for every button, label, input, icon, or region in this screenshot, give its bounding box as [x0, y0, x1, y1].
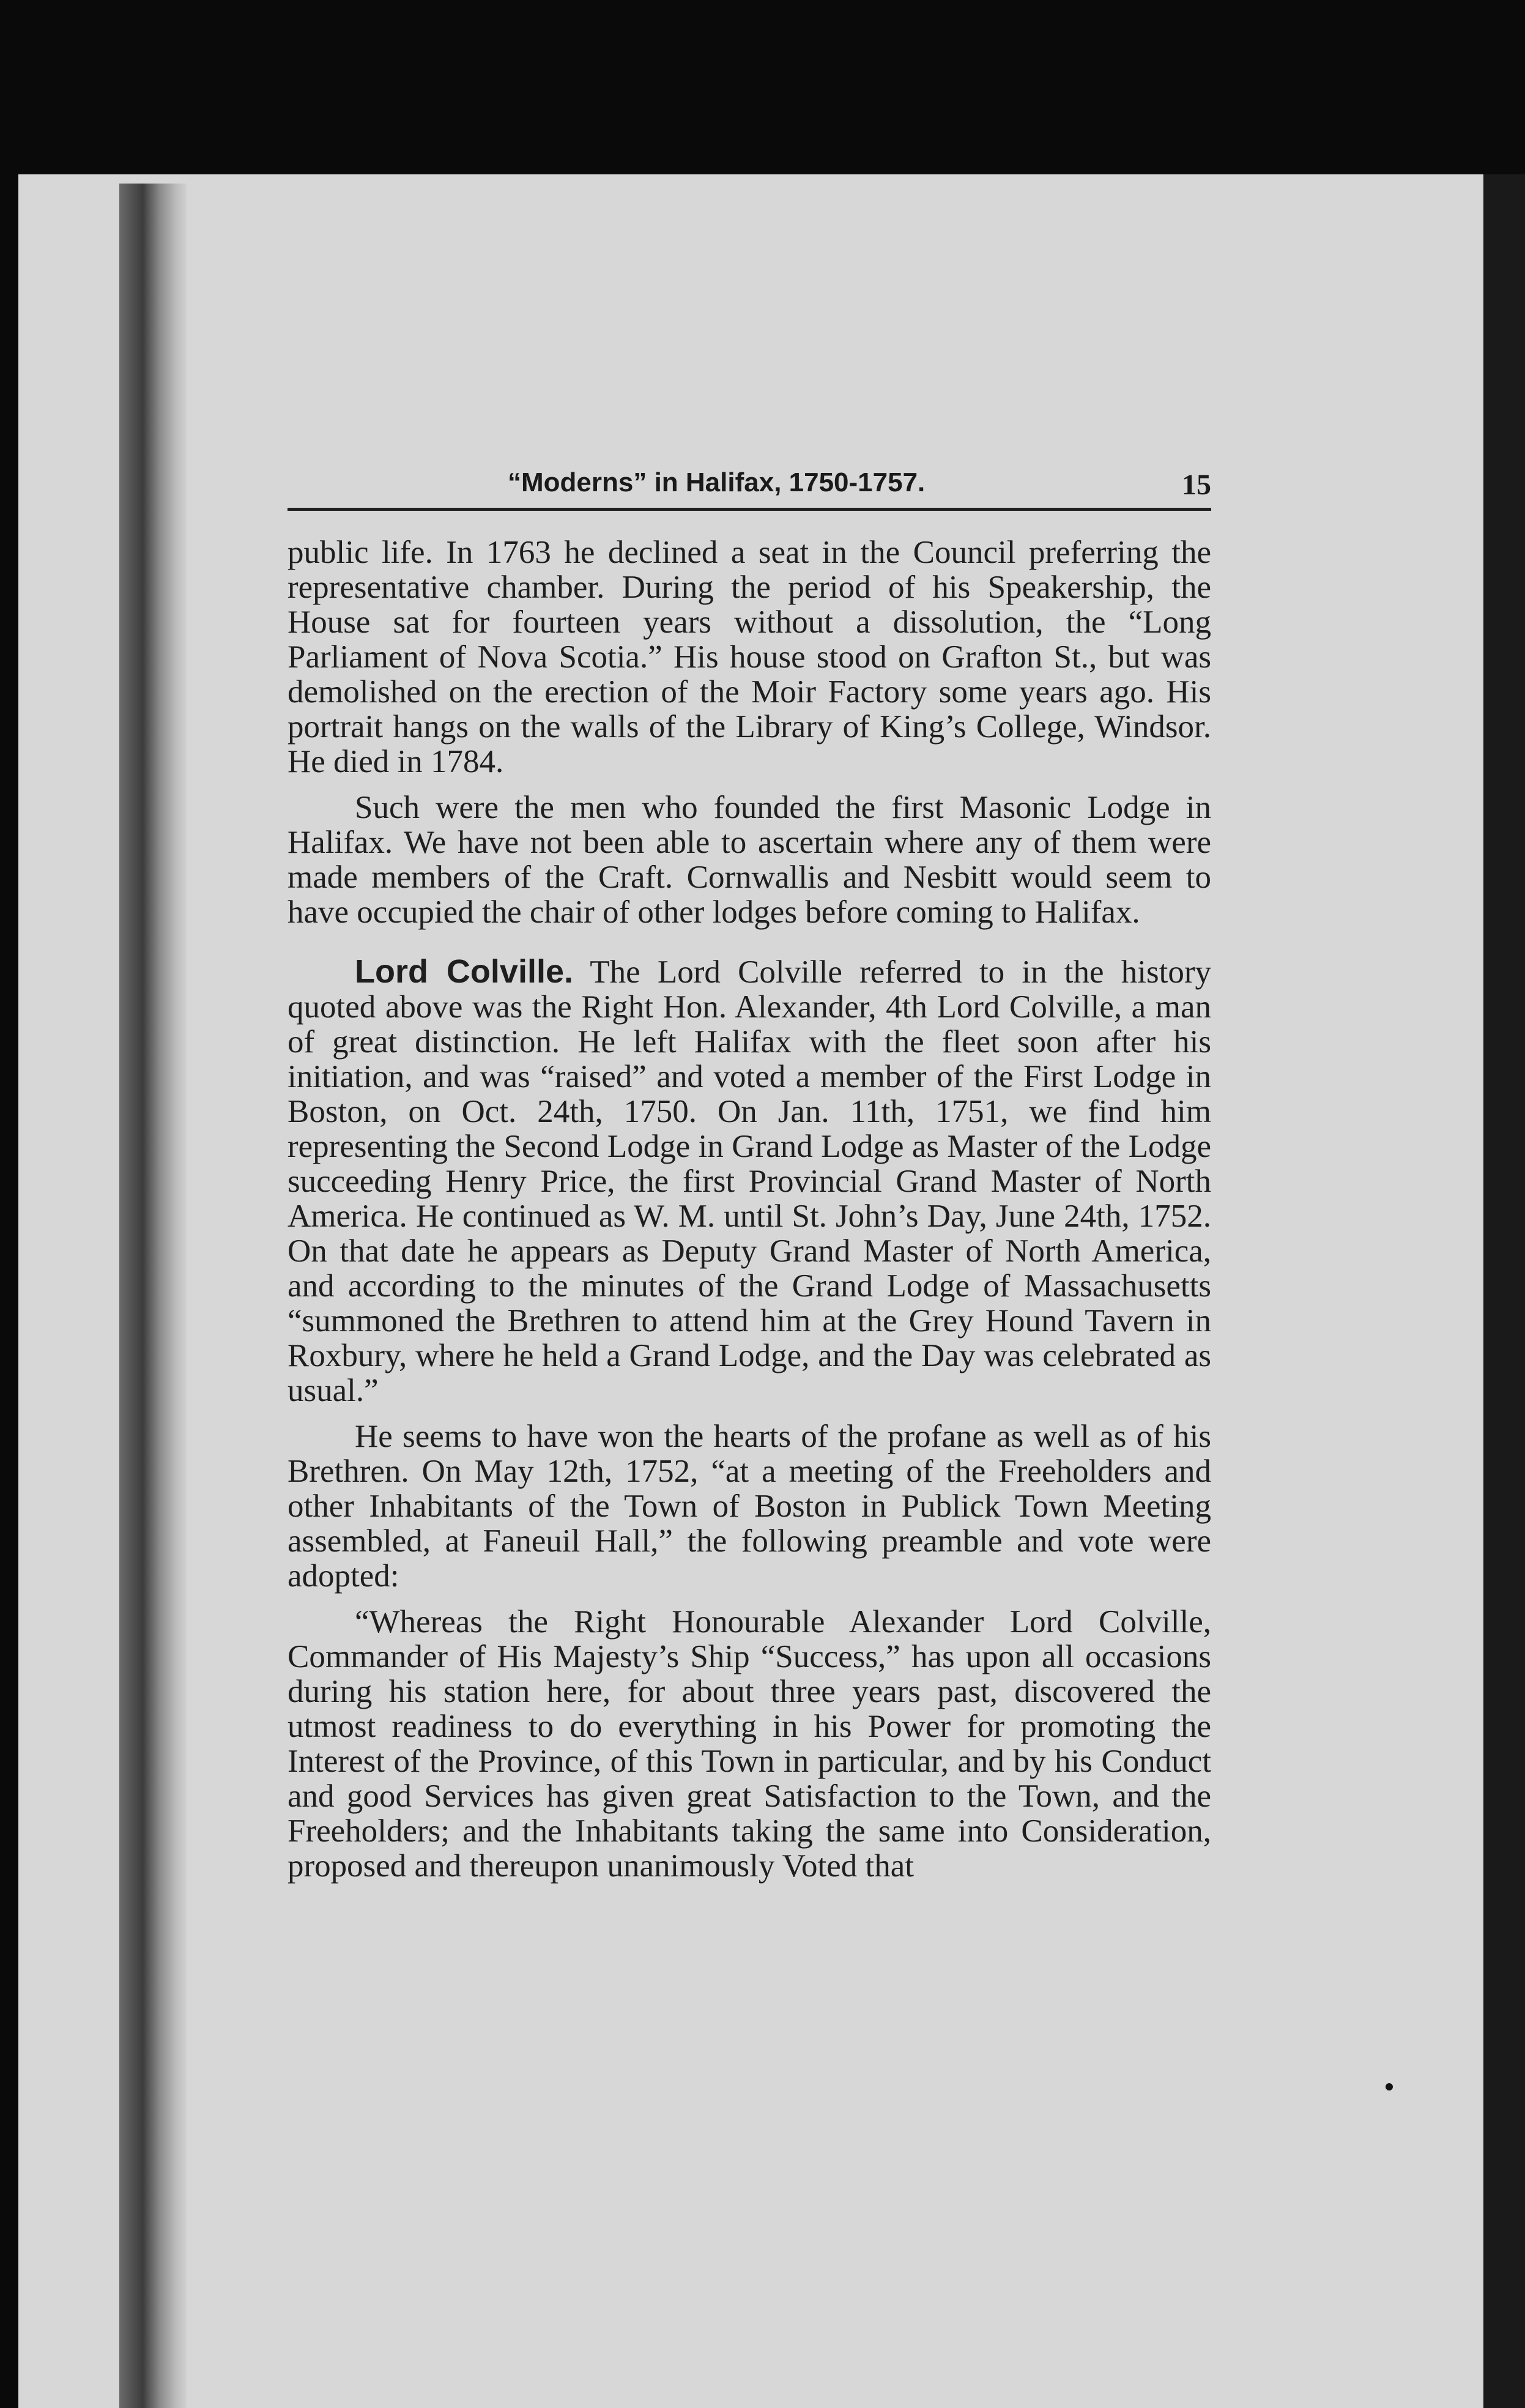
scan-speck [1386, 2083, 1393, 2090]
paragraph-whereas: “Whereas the Right Honourable Alexander Lord Colville, Commander of His Majesty’s Ship “Success,” has upon all occasions during his station here, for about three years past, discovered the utmost readiness to do everything in his Power for promoting the Interest of the Province, of this Town in particular, and by his Conduct and good Services has given great Satisfaction to the Town, and the Freeholders; and the Inhabitants taking the same into Consideration, proposed and thereupon unanimously Voted that [288, 1604, 1211, 1884]
page-number: 15 [1182, 469, 1211, 501]
paragraph-founders: Such were the men who founded the first Masonic Lodge in Halifax. We have not been able to ascertain where any of them were made members of the Craft. Cornwallis and Nesbitt would seem to have occupied the chair of other lodges before coming to Halifax. [288, 790, 1211, 930]
page-text-block [288, 447, 1211, 1895]
paragraph-profane: He seems to have won the hearts of the profane as well as of his Brethren. On May 12th, 1752, “at a meeting of the Freeholders and other Inhabitants of the Town of Boston in Publick Town Meeting assembled, at Faneuil Hall,” the following preamble and vote were adopted: [288, 1419, 1211, 1594]
paragraph-continuation: public life. In 1763 he declined a seat in the Council preferring the representative chamber. During the period of his Speakership, the House sat for fourteen years without a dissolution, the “Long Parliament of Nova Scotia.” His house stood on Grafton St., but was demolished on the erection of the Moir Factory some years ago. His portrait hangs on the walls of the Library of King’s College, Windsor. He died in 1784. [288, 535, 1211, 779]
section-heading: Lord Colville. [355, 953, 573, 990]
running-header [288, 447, 1211, 511]
section-text: The Lord Colville referred to in the history quoted above was the Right Hon. Alexander, 4th Lord Colville, a man of great distinction. He left Halifax with the fleet soon after his initiation, and was “raised” and voted a member of the First Lodge in Boston, on Oct. 24th, 1750. On Jan. 11th, 1751, we find him representing the Second Lodge in Grand Lodge as Master of the Lodge succeeding Henry Price, the first Provincial Grand Master of North America. He continued as W. M. until St. John’s Day, June 24th, 1752. On that date he appears as Deputy Grand Master of North America, and according to the minutes of the Grand Lodge of Massachusetts “summoned the Brethren to attend him at the Grey Hound Tavern in Roxbury, where he held a Grand Lodge, and the Day was celebrated as usual.” [288, 954, 1211, 1408]
book-spine-shadow [119, 184, 187, 2408]
page-right-edge-shadow [1483, 174, 1525, 2408]
running-title: “Moderns” in Halifax, 1750-1757. [508, 467, 926, 497]
section-lord-colville [288, 954, 1211, 1408]
